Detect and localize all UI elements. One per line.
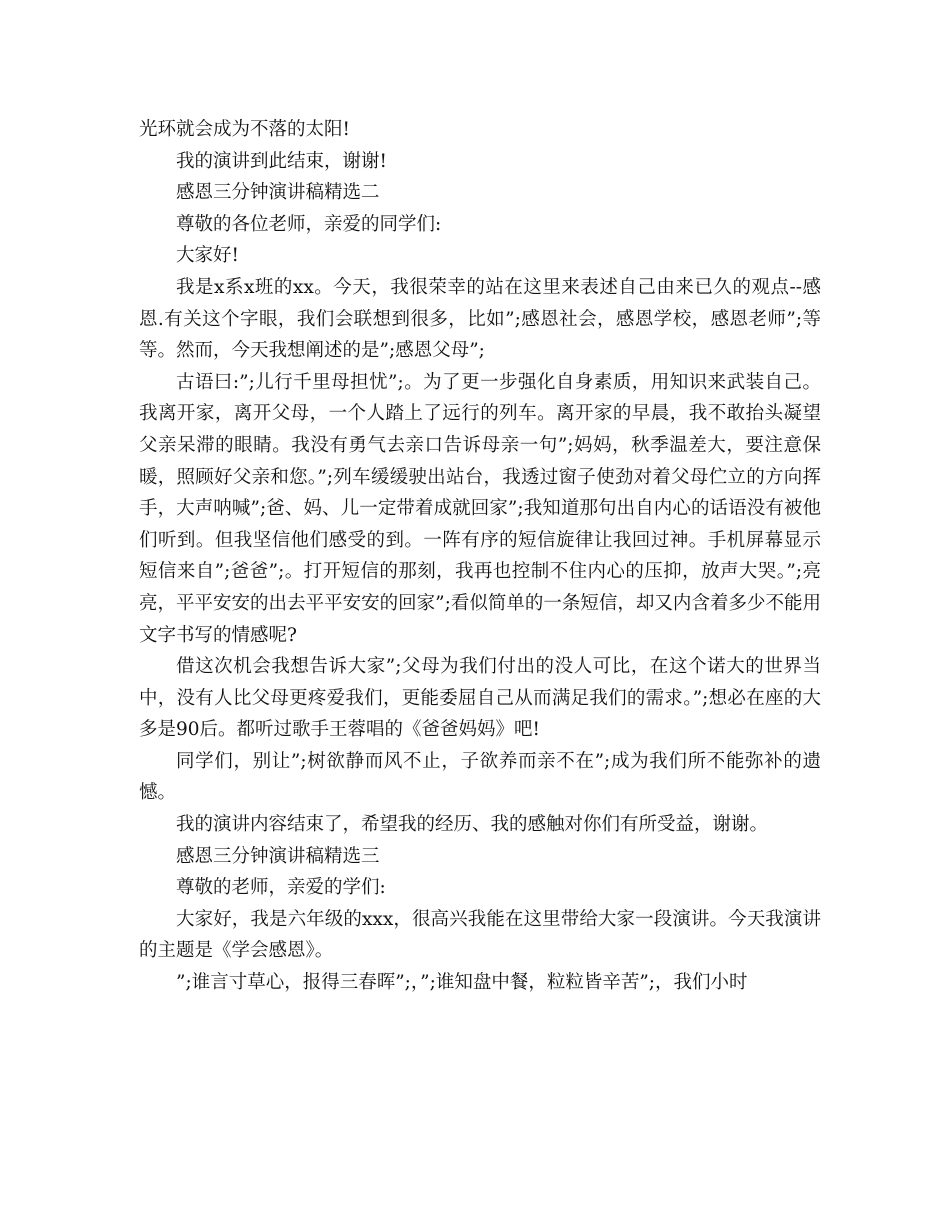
paragraph-closing: 我的演讲到此结束，谢谢! bbox=[176, 150, 387, 172]
salutation: 尊敬的各位老师，亲爱的同学们: bbox=[176, 213, 442, 235]
paragraph-appeal: 同学们，别让”;树欲静而风不止，子欲养而亲不在”;成为我们所不能弥补的遗憾。 bbox=[139, 750, 821, 804]
document-page bbox=[139, 114, 821, 999]
salutation-2: 尊敬的老师，亲爱的学们: bbox=[176, 877, 386, 899]
paragraph-intro-2: 大家好，我是六年级的xxx，很高兴我能在这里带给大家一段演讲。今天我演讲的主题是《学会感恩》。 bbox=[139, 908, 821, 962]
paragraph-intro: 我是x系x班的xx。今天，我很荣幸的站在这里来表述自己由来已久的观点--感恩.有关这个字眼，我们会联想到很多，比如”;感恩社会，感恩学校，感恩老师”;等等。然而，今天我想阐述的是”;感恩父母”; bbox=[139, 276, 821, 362]
paragraph-poem: ”;谁言寸草心，报得三春晖”;，”;谁知盘中餐，粒粒皆辛苦”;，我们小时 bbox=[176, 972, 748, 994]
paragraph-continuation: 光环就会成为不落的太阳! bbox=[139, 119, 350, 140]
greeting: 大家好! bbox=[176, 245, 239, 267]
section-heading-3: 感恩三分钟演讲稿精选三 bbox=[176, 845, 380, 867]
section-heading-2: 感恩三分钟演讲稿精选二 bbox=[176, 182, 380, 204]
paragraph-message: 借这次机会我想告诉大家”;父母为我们付出的没人可比，在这个诺大的世界当中，没有人比父母更疼爱我们，更能委屈自己从而满足我们的需求。”;想必在座的大多是90后。都听过歌手王蓉唱的《爸爸妈妈》吧! bbox=[139, 656, 821, 741]
paragraph-story: 古语曰:”;儿行千里母担忧”;。为了更一步强化自身素质，用知识来武装自己。我离开家，离开父母，一个人踏上了远行的列车。离开家的早晨，我不敢抬头凝望父亲呆滞的眼睛。我没有勇气去亲口告诉母亲一句”;妈妈，秋季温差大，要注意保暖，照顾好父亲和您。”;列车缓缓驶出站台，我透过窗子使劲对着父母伫立的方向挥手，大声呐喊”;爸、妈、儿一定带着成就回家”;我知道那句出自内心的话语没有被他们听到。但我坚信他们感受的到。一阵有序的短信旋律让我回过神。手机屏幕显示短信来自”;爸爸”;。打开短信的那刻，我再也控制不住内心的压抑，放声大哭。”;亮亮，平平安安的出去平平安安的回家”;看似简单的一条短信，却又内含着多少不能用文字书写的情感呢? bbox=[139, 371, 821, 646]
paragraph-ending: 我的演讲内容结束了，希望我的经历、我的感触对你们有所受益，谢谢。 bbox=[176, 814, 769, 836]
